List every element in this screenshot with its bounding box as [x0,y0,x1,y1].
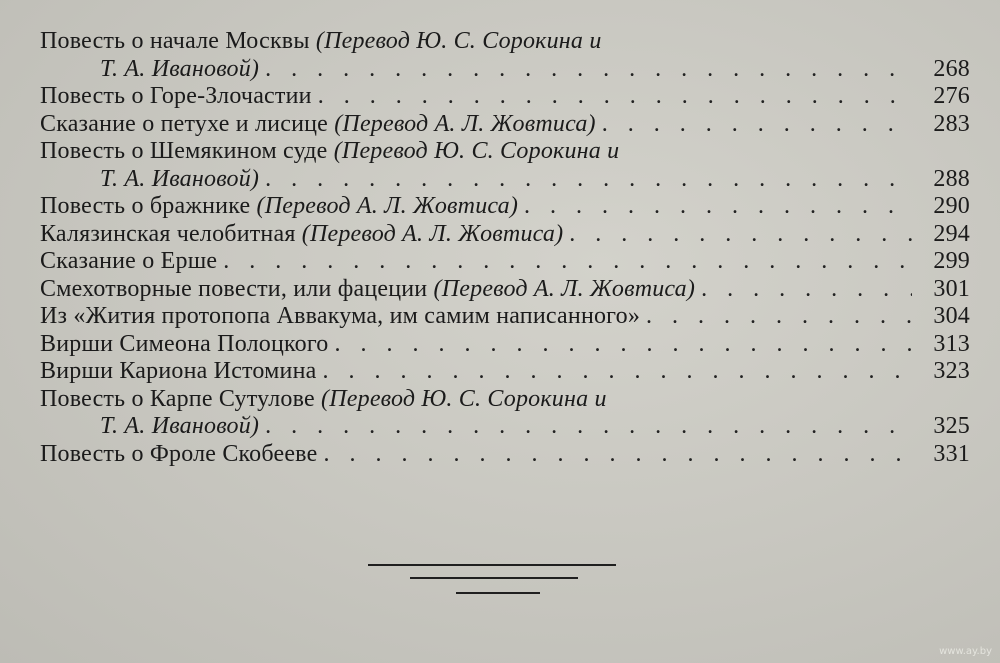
toc-entry [40,28,970,83]
page-number: 301 [933,275,970,302]
dot-leader [569,221,912,249]
entry-title-text: Повесть о Карпе Сутулове [40,385,322,412]
translator-note: (Перевод Ю. С. Сорокина и [321,385,607,412]
page-number: 299 [933,248,970,274]
entry-title [100,413,259,441]
translator-note: (Перевод А. Л. Жовтиса) [334,110,596,137]
toc-entry [40,221,970,249]
entry-title-text: Сказание о петухе и лисице [40,110,335,137]
page-number: 294 [933,220,970,247]
entry-title [40,358,317,386]
toc-line [40,83,970,111]
entry-title-text: Повесть о Фроле Скобееве [40,440,318,467]
toc-line [40,28,970,56]
translator-note: Т. А. Ивановой) [100,55,260,82]
entry-title [40,83,312,111]
toc-line [40,441,970,469]
entry-title [100,166,259,194]
translator-note: (Перевод А. Л. Жовтиса) [433,275,696,302]
toc-line [40,166,970,194]
toc-entry [40,386,970,441]
toc-entry [40,441,970,469]
entry-title [40,221,563,249]
translator-note: (Перевод Ю. С. Сорокина и [333,138,620,164]
entry-title-text: Из «Жития протопопа Аввакума, им самим написанного» [40,303,641,329]
dot-leader [323,358,913,386]
table-of-contents [40,28,970,468]
translator-note: Т. А. Ивановой) [100,165,260,192]
dot-leader [323,441,912,469]
entry-title [40,303,640,331]
entry-title [40,111,596,139]
end-rule-top [368,564,616,566]
toc-entry [40,358,970,386]
toc-entry [40,83,970,111]
toc-line [40,138,970,166]
dot-leader [524,193,912,221]
toc-entry [40,111,970,139]
toc-line [40,331,970,359]
entry-title [40,386,607,414]
dot-leader [223,248,912,276]
entry-title [40,441,317,469]
toc-line [40,413,970,441]
page-number: 313 [933,330,970,357]
toc-line [40,221,970,249]
toc-entry [40,303,970,331]
toc-line [40,248,970,276]
page-number: 290 [933,193,970,219]
toc-line [40,386,970,414]
toc-entry [40,138,970,193]
translator-note: (Перевод Ю. С. Сорокина и [315,28,602,54]
dot-leader [265,166,912,194]
entry-title-text: Повесть о Шемякином суде [40,138,334,164]
translator-note: Т. А. Ивановой) [100,413,260,439]
entry-title [40,276,695,304]
end-rule-middle [410,577,578,579]
entry-title [40,248,217,276]
entry-title [40,193,518,221]
entry-title-text: Повесть о бражнике [40,193,257,219]
toc-line [40,276,970,304]
toc-entry [40,193,970,221]
entry-title-text: Сказание о Ерше [40,248,218,274]
page-number: 283 [933,110,970,137]
page-number: 288 [933,165,970,192]
dot-leader [602,111,912,139]
entry-title-text: Вирши Кариона Истомина [40,358,317,384]
page-number: 325 [933,413,970,439]
page-number: 268 [933,55,970,82]
page-number: 331 [933,440,970,467]
toc-line [40,358,970,386]
dot-leader [335,331,913,359]
dot-leader [318,83,912,111]
dot-leader [265,56,912,84]
entry-title-text: Калязинская челобитная [40,220,302,247]
page-number: 276 [933,83,970,109]
toc-entry [40,248,970,276]
entry-title [40,28,602,56]
entry-title [100,56,259,84]
entry-title [40,138,619,166]
translator-note: (Перевод А. Л. Жовтиса) [301,220,564,247]
page-number: 323 [933,358,970,384]
toc-line [40,193,970,221]
toc-line [40,111,970,139]
toc-line [40,56,970,84]
dot-leader [646,303,912,331]
entry-title [40,331,329,359]
entry-title-text: Смехотворные повести, или фацеции [40,275,434,302]
page-number: 304 [933,303,970,329]
entry-title-text: Повесть о Горе-Злочастии [40,83,312,109]
entry-title-text: Повесть о начале Москвы [40,28,316,54]
dot-leader [265,413,912,441]
dot-leader [701,276,912,304]
entry-title-text: Вирши Симеона Полоцкого [40,330,329,357]
end-rule-bottom [456,592,540,594]
toc-entry [40,331,970,359]
toc-entry [40,276,970,304]
watermark: www.ay.by [939,646,992,657]
translator-note: (Перевод А. Л. Жовтиса) [256,193,519,219]
toc-line [40,303,970,331]
